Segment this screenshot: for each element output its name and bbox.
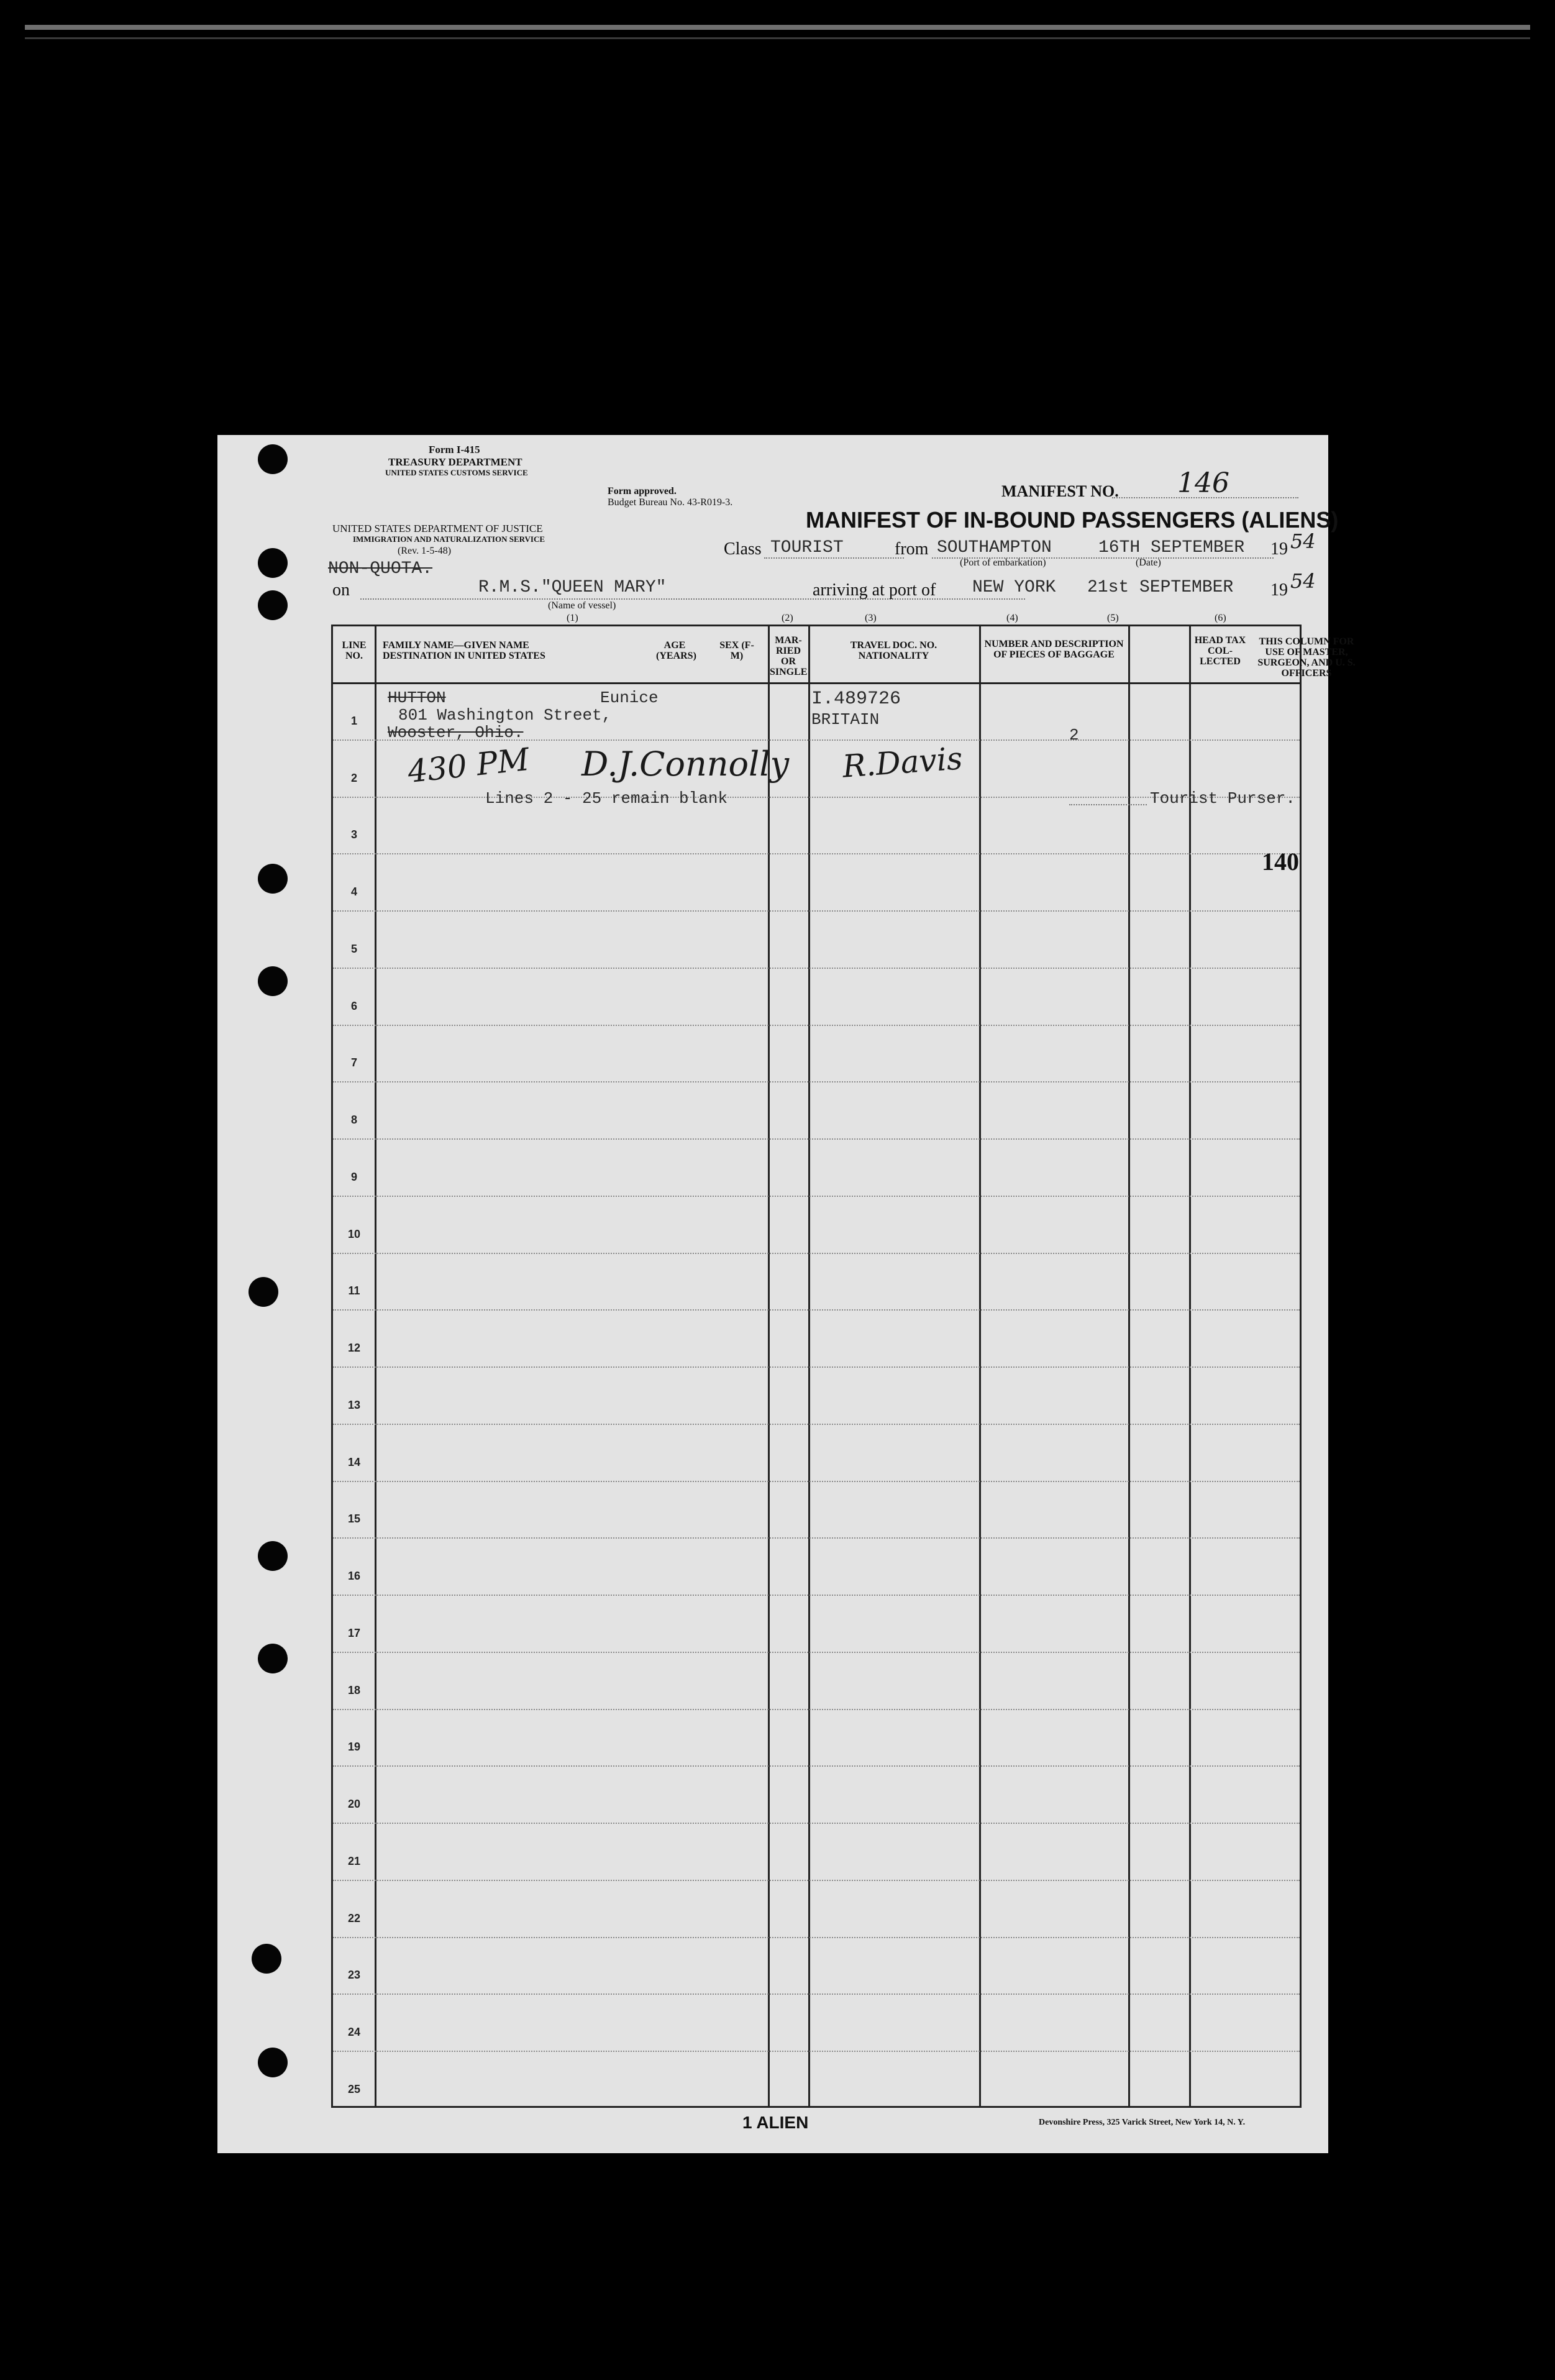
line-number: 22 [347, 1911, 361, 1925]
line-number: 6 [350, 999, 357, 1012]
arriving-label: arriving at port of [813, 580, 936, 600]
officer-number: 140 [1262, 848, 1299, 876]
row-divider [333, 968, 1300, 969]
line-number: 2 [350, 771, 357, 784]
row-divider [333, 2051, 1300, 2052]
alien-count: 1 ALIEN [742, 2113, 809, 2132]
quota-status: NON-QUOTA. [328, 559, 433, 579]
manifest-table [331, 625, 1356, 2108]
address-street: 801 Washington Street, [398, 706, 612, 725]
line-number: 12 [347, 1342, 361, 1355]
film-edge-line [25, 37, 1530, 39]
line-number: 11 [348, 1284, 360, 1298]
line-number: 10 [347, 1227, 361, 1240]
row-divider [333, 1823, 1300, 1824]
header-line-no: LINE NO. [342, 640, 367, 661]
row-divider [333, 1537, 1300, 1539]
signature-connolly: D.J.Connolly [581, 744, 790, 784]
punch-hole [249, 1277, 278, 1307]
manifest-page [217, 435, 1356, 2153]
row-divider [333, 1765, 1300, 1767]
signature-davis: R.Davis [841, 740, 964, 785]
row-divider [333, 1424, 1300, 1425]
address-city: Wooster, Ohio. [388, 723, 524, 742]
line-number: 16 [347, 1570, 361, 1583]
class-dots [764, 557, 904, 559]
line-number: 1 [350, 714, 357, 727]
manifest-title: MANIFEST OF IN-BOUND PASSENGERS (ALIENS) [806, 507, 1339, 533]
row-divider [333, 1309, 1300, 1311]
printer-credit: Devonshire Press, 325 Varick Street, New York 14, N. Y. [1039, 2118, 1246, 2127]
row-divider [333, 1937, 1300, 1938]
punch-hole [258, 590, 288, 620]
from-value: SOUTHAMPTON [937, 538, 1052, 557]
row-divider [333, 1652, 1300, 1653]
row-divider [333, 1366, 1300, 1368]
justice-department: UNITED STATES DEPARTMENT OF JUSTICE [332, 523, 543, 534]
purser-title: Tourist Purser. [1150, 789, 1296, 808]
header-married: MAR-RIED OR SINGLE [770, 635, 808, 677]
row-divider [333, 1138, 1300, 1140]
column-number: (4) [1006, 613, 1018, 623]
line-number: 17 [347, 1626, 361, 1639]
header-travel-doc: TRAVEL DOC. NO. NATIONALITY [850, 640, 937, 661]
row-divider [333, 1709, 1300, 1710]
year-value: 54 [1290, 569, 1316, 593]
line-number: 20 [347, 1798, 361, 1811]
from-label: from [895, 539, 929, 559]
punch-hole [258, 966, 288, 996]
column-number: (1) [567, 613, 578, 623]
year-value: 54 [1290, 529, 1316, 553]
manifest-label: MANIFEST NO. [1001, 482, 1119, 500]
baggage-count: 2 [1069, 726, 1079, 744]
given-name: Eunice [600, 689, 659, 707]
header-baggage: NUMBER AND DESCRIPTION OF PIECES OF BAGGAGE [984, 639, 1124, 660]
row-divider [333, 853, 1300, 854]
handwritten-time: 430 PM [406, 741, 531, 790]
family-name: HUTTON [388, 689, 446, 707]
arrival-port: NEW YORK [972, 578, 1056, 597]
row-divider [333, 1253, 1300, 1254]
embark-date: 16TH SEPTEMBER [1098, 538, 1245, 557]
line-number: 24 [347, 2026, 361, 2039]
column-number: (6) [1215, 613, 1226, 623]
manifest-number: 146 [1177, 467, 1229, 499]
film-edge-top [25, 25, 1530, 30]
line-number: 15 [347, 1513, 361, 1526]
class-label: Class [724, 539, 762, 559]
punch-hole [252, 1944, 281, 1974]
punch-hole [258, 864, 288, 894]
budget-bureau: Budget Bureau No. 43-R019-3. [608, 497, 733, 508]
punch-hole [258, 548, 288, 578]
travel-doc-number: I.489726 [811, 689, 901, 710]
column-number: (3) [865, 613, 877, 623]
header-age: AGE (YEARS) [656, 640, 696, 661]
header-divider [333, 682, 1300, 684]
purser-dots [1069, 804, 1147, 805]
line-number: 14 [347, 1455, 361, 1468]
line-number: 13 [347, 1398, 361, 1411]
line-number: 25 [347, 2083, 361, 2095]
header-head-tax: HEAD TAX COL-LECTED [1194, 635, 1246, 667]
line-number: 8 [350, 1114, 357, 1127]
line-number: 5 [350, 942, 357, 955]
row-divider [333, 1481, 1300, 1482]
customs-service: UNITED STATES CUSTOMS SERVICE [385, 468, 528, 477]
line-number: 21 [347, 1854, 361, 1867]
line-number: 4 [350, 886, 357, 899]
date-caption: (Date) [1136, 557, 1161, 568]
header-name: FAMILY NAME—GIVEN NAME DESTINATION IN UNITED STATES [383, 640, 545, 661]
revision: (Rev. 1-5-48) [398, 546, 452, 556]
punch-hole [258, 1541, 288, 1571]
arrival-date: 21st SEPTEMBER [1087, 578, 1234, 597]
line-number: 19 [347, 1741, 361, 1754]
remain-blank-note: Lines 2 - 25 remain blank [485, 789, 728, 808]
class-value: TOURIST [770, 538, 844, 557]
punch-hole [258, 1644, 288, 1673]
line-number: 3 [350, 828, 357, 841]
nationality: BRITAIN [811, 710, 880, 729]
port-embarkation-caption: (Port of embarkation) [960, 557, 1046, 568]
row-divider [333, 1196, 1300, 1197]
punch-hole [258, 444, 288, 474]
form-number: Form I-415 [429, 444, 480, 455]
row-divider [333, 1025, 1300, 1026]
form-approved: Form approved. [608, 486, 677, 497]
vessel-caption: (Name of vessel) [548, 600, 616, 611]
treasury-department: TREASURY DEPARTMENT [388, 456, 522, 468]
year-prefix: 19 [1270, 539, 1288, 559]
row-divider [333, 1993, 1300, 1995]
vessel-name: R.M.S."QUEEN MARY" [478, 578, 667, 597]
header-sex: SEX (F-M) [719, 640, 754, 661]
row-divider [333, 1880, 1300, 1881]
line-number: 9 [350, 1170, 357, 1183]
column-number: (2) [782, 613, 793, 623]
year-prefix: 19 [1270, 580, 1288, 600]
on-label: on [332, 580, 350, 600]
header-officers: THIS COLUMN FOR USE OF MASTER, SURGEON, AND U. S. OFFICERS [1257, 636, 1356, 679]
row-divider [333, 910, 1300, 912]
line-number: 23 [347, 1969, 361, 1982]
immigration-service: IMMIGRATION AND NATURALIZATION SERVICE [353, 534, 545, 544]
row-divider [333, 1081, 1300, 1082]
column-number: (5) [1107, 613, 1119, 623]
punch-hole [258, 2048, 288, 2077]
row-divider [333, 1595, 1300, 1596]
line-number: 7 [350, 1056, 357, 1069]
line-number: 18 [347, 1683, 361, 1696]
